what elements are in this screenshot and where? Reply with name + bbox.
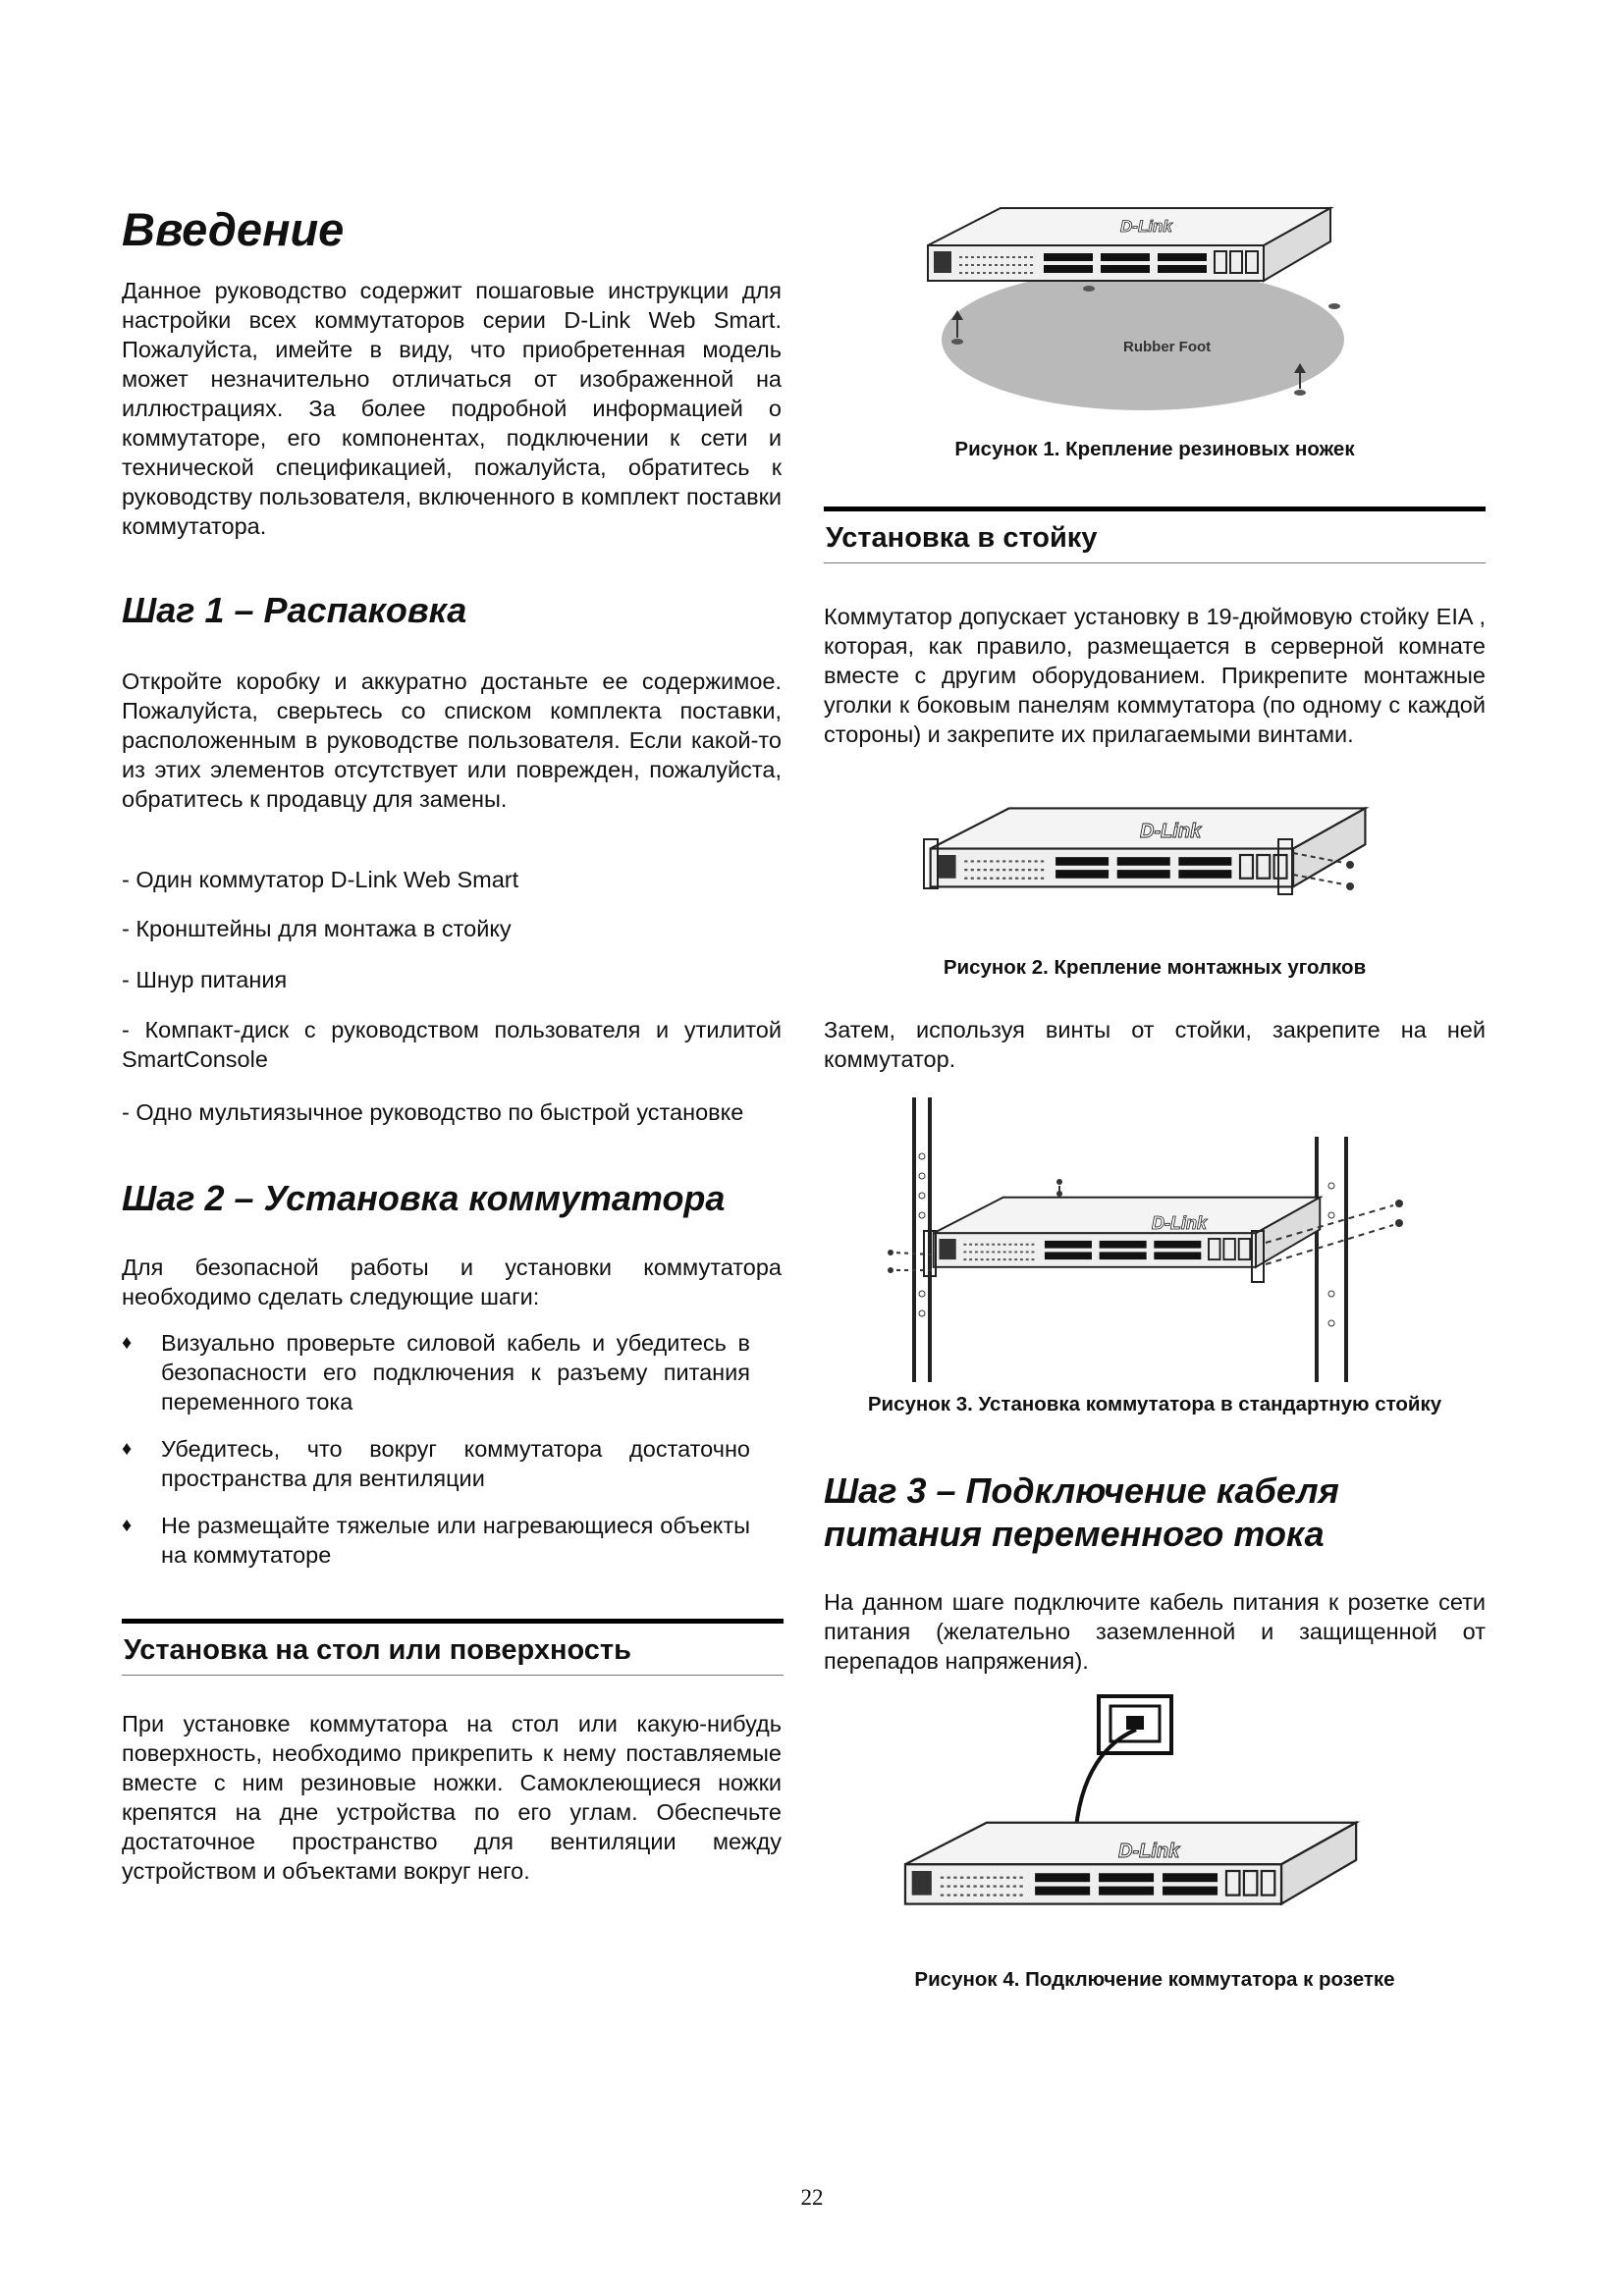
bracket-figure bbox=[883, 790, 1413, 947]
intro-text: Данное руководство содержит пошаговые инструкции для настройки всех коммутаторов серии D-Link Web Smart. Пожалуйста, имейте в виду, что приобретенная модель может незначительно отличаться от изображенной на иллюстрациях. За более подробной информацией о коммутаторе, его компонентах, подключении к сети и технической спецификацией, пожалуйста, обратитесь к руководству пользователя, включенного в комплект поставки коммутатора. bbox=[122, 278, 782, 539]
step1-text: Откройте коробку и аккуратно достаньте ее содержимое. Пожалуйста, сверьтесь со списком комплекта поставки, расположенным в руководстве пользователя. Если какой-то из этих элементов отсутствует или поврежден, пожалуйста, обратитесь к продавцу для замены. bbox=[122, 668, 782, 812]
bullet-item bbox=[122, 1511, 782, 1570]
diamond-bullet-icon: ♦ bbox=[122, 1332, 133, 1354]
bullet-item bbox=[122, 1328, 782, 1416]
rack-section-heading bbox=[824, 507, 1486, 563]
step2-title: Шаг 2 – Установка коммутатора bbox=[122, 1178, 726, 1218]
desk-heading-text: Установка на стол или поверхность bbox=[124, 1634, 631, 1666]
brand-logo: D-Link bbox=[1118, 1841, 1180, 1862]
bullet-item bbox=[122, 1434, 782, 1493]
step2-text: Для безопасной работы и установки коммутатора необходимо сделать следующие шаги: bbox=[122, 1255, 782, 1309]
figure-caption: Рисунок 4. Подключение коммутатора к розетке bbox=[914, 1968, 1395, 1991]
desk-section-heading bbox=[122, 1619, 784, 1676]
list-item: - Кронштейны для монтажа в стойку bbox=[122, 916, 512, 941]
rack-install-figure bbox=[873, 1097, 1433, 1382]
brand-logo: D-Link bbox=[1120, 217, 1172, 236]
list-item: - Один коммутатор D-Link Web Smart bbox=[122, 867, 519, 892]
brand-logo: D-Link bbox=[1152, 1213, 1207, 1233]
brand-logo: D-Link bbox=[1140, 821, 1202, 842]
figure-caption: Рисунок 1. Крепление резиновых ножек bbox=[954, 438, 1355, 460]
desk-text: При установке коммутатора на стол или какую-нибудь поверхность, необходимо прикрепить к нему поставляемые вместе с ним резиновые ножки. Самоклеющиеся ножки крепятся на дне устройства по его углам. Обеспечьте достаточное пространство для вентиляции между устройством и объектами вокруг него. bbox=[122, 1711, 782, 1884]
figure-caption: Рисунок 2. Крепление монтажных уголков bbox=[943, 956, 1367, 979]
list-item: - Шнур питания bbox=[122, 967, 288, 992]
intro-title: Введение bbox=[122, 203, 345, 255]
step3-title: Шаг 3 – Подключение кабеля питания переменного тока bbox=[824, 1470, 1339, 1554]
rubber-feet-figure bbox=[912, 192, 1364, 424]
page-number: 22 bbox=[800, 2185, 824, 2210]
figure-caption: Рисунок 3. Установка коммутатора в стандартную стойку bbox=[867, 1393, 1442, 1415]
rack-heading-text: Установка в стойку bbox=[826, 522, 1098, 554]
bullet-text: Не размещайте тяжелые или нагревающиеся объекты на коммутаторе bbox=[161, 1513, 750, 1568]
step3-text: На данном шаге подключите кабель питания к розетке сети питания (желательно заземленной и защищенной от перепадов напряжения). bbox=[824, 1589, 1486, 1674]
diamond-bullet-icon: ♦ bbox=[122, 1438, 133, 1460]
diamond-bullet-icon: ♦ bbox=[122, 1515, 133, 1536]
bullet-text: Убедитесь, что вокруг коммутатора достаточно пространства для вентиляции bbox=[161, 1436, 750, 1491]
list-item: - Одно мультиязычное руководство по быстрой установке bbox=[122, 1099, 744, 1125]
rack-text-2: Затем, используя винты от стойки, закрепите на ней коммутатор. bbox=[824, 1017, 1486, 1072]
rack-text: Коммутатор допускает установку в 19-дюймовую стойку EIA , которая, как правило, размещается в серверной комнате вместе с другим оборудованием. Прикрепите монтажные уголки к боковым панелям коммутатора (по одному с каждой стороны) и закрепите их прилагаемыми винтами. bbox=[824, 604, 1486, 747]
step1-title: Шаг 1 – Распаковка bbox=[122, 590, 467, 630]
list-item: - Компакт-диск с руководством пользователя и утилитой SmartConsole bbox=[122, 1017, 782, 1072]
bullet-text: Визуально проверьте силовой кабель и убедитесь в безопасности его подключения к разъему питания переменного тока bbox=[161, 1330, 750, 1415]
rubber-foot-label: Rubber Foot bbox=[1123, 339, 1212, 355]
power-connect-figure bbox=[883, 1692, 1413, 1957]
